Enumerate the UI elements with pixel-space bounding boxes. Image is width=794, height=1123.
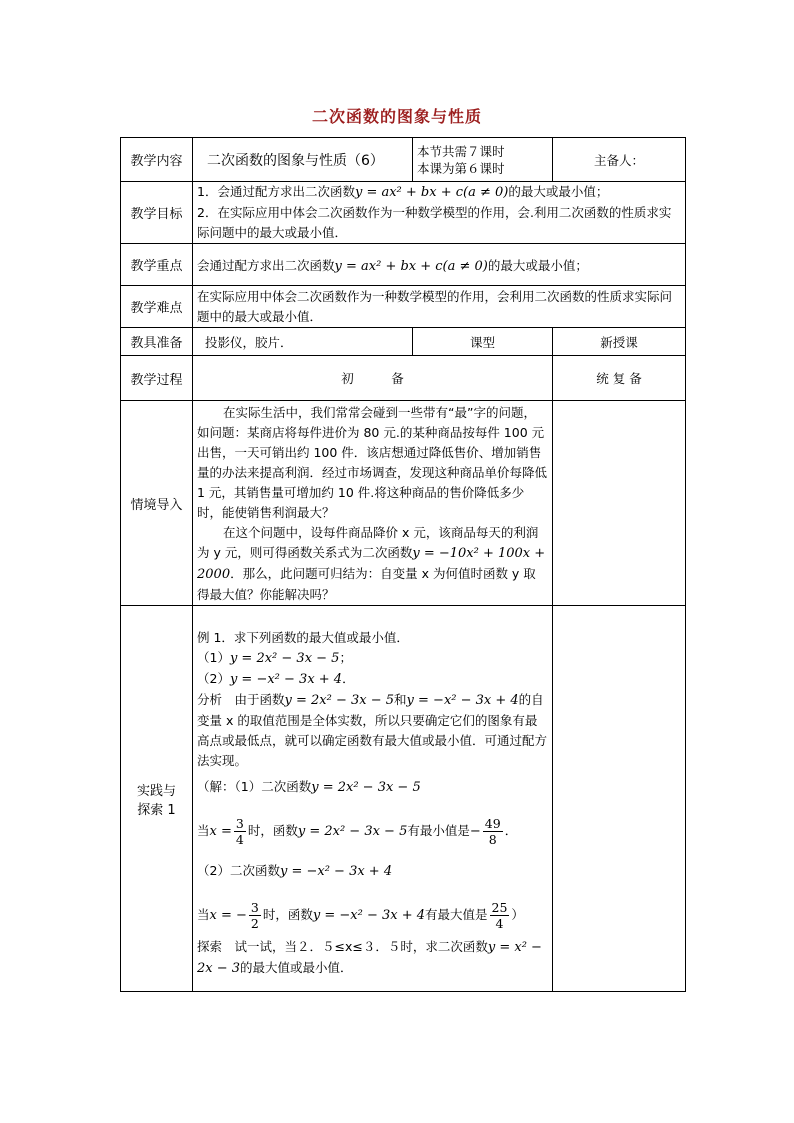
fraction-max: $\frac{25}{4}$ — [491, 900, 508, 931]
row-key-point — [121, 244, 686, 286]
lesson-topic: 二次函数的图象与性质（6） — [193, 138, 413, 182]
solution-2-intro: （2）二次函数y = −x² − 3x + 4 — [197, 863, 393, 879]
goal-formula: y = ax² + bx + c(a ≠ 0) — [354, 185, 509, 200]
hours-total: 本节共需７课时 — [417, 143, 505, 159]
page-title: 二次函数的图象与性质 — [311, 107, 482, 126]
key-point-formula: y = ax² + bx + c(a ≠ 0) — [334, 258, 488, 274]
practice-text — [193, 606, 553, 992]
difficulty-text: 在实际应用中体会二次函数作为一种数学模型的作用，会利用二次函数的性质求实际问题中的最大或最小值． — [193, 286, 686, 328]
scenario-para-2: 在这个问题中，设每件商品降价 x 元，该商品每天的利润为 y 元，则可得函数关系式为二次函数y = −10x² + 100x + 2000．那么，此问题可归结为：自变量 x 为何值时函数 y 取得最大值？你能解决吗？ — [197, 525, 546, 602]
row-difficulty — [121, 286, 686, 328]
label-goals: 教学目标 — [121, 182, 193, 244]
fraction-x1: $\frac{3}{4}$ — [235, 816, 244, 847]
fraction-min: $\frac{49}{8}$ — [484, 816, 501, 847]
row-scenario — [121, 401, 686, 606]
lesson-plan-table — [120, 137, 686, 992]
key-point-text: 会通过配方求出二次函数y = ax² + bx + c(a ≠ 0)的最大或最小值； — [193, 244, 686, 286]
question-1: （1）y = 2x² − 3x − 5； — [197, 650, 352, 666]
row-practice — [121, 606, 686, 992]
solution-1-result: 当x = $\frac{3}{4}$ 时，函数y = 2x² − 3x − 5有最小值是− $\frac{49}{8}$ ． — [197, 816, 518, 847]
lesson-type-value: 新授课 — [553, 328, 686, 356]
col-initial-prep: 初 备 — [193, 356, 553, 401]
label-content: 教学内容 — [121, 138, 193, 182]
analysis: 分析 由于函数y = 2x² − 3x − 5和y = −x² − 3x + 4的自变量 x 的取值范围是全体实数，所以只要确定它们的图象有最高点或最低点，就可以确定函数有最大值或最小值．可通过配方法实现。 — [197, 692, 548, 768]
lesson-hours — [413, 138, 553, 182]
lesson-type-label: 课型 — [413, 328, 553, 356]
col-review-prep: 统 复 备 — [553, 356, 686, 401]
profit-formula: y = −10x² + 100x + 2000 — [197, 546, 546, 582]
row-process — [121, 356, 686, 401]
fraction-x2: $\frac{3}{2}$ — [250, 900, 259, 931]
label-process: 教学过程 — [121, 356, 193, 401]
label-materials: 教具准备 — [121, 328, 193, 356]
label-key-point: 教学重点 — [121, 244, 193, 286]
question-2: （2）y = −x² − 3x + 4． — [197, 671, 355, 687]
row-content — [121, 138, 686, 182]
row-goals — [121, 182, 686, 244]
solution-1-intro: （解：（1）二次函数y = 2x² − 3x − 5 — [197, 779, 421, 795]
scenario-para-1: 在实际生活中，我们常常会碰到一些带有“最”字的问题，如问题：某商店将每件进价为 80 元.的某种商品按每件 100 元出售，一天可销出约 100 件．该店想通过降低售价、增加销售量的办法来提高利润．经过市场调查，发现这种商品单价每降低 1 元，其销售量可增加约 10 件.将这种商品的售价降低多少时，能使销售利润最大？ — [197, 405, 548, 520]
scenario-review-cell — [553, 401, 686, 606]
example-1: 例 1．求下列函数的最大值或最小值． — [197, 630, 409, 645]
label-difficulty: 教学难点 — [121, 286, 193, 328]
label-scenario: 情境导入 — [121, 401, 193, 606]
materials-value: 投影仪，胶片． — [193, 328, 413, 356]
goals-text: 1．会通过配方求出二次函数y = ax² + bx + c(a ≠ 0)的最大或最小值； 2．在实际应用中体会二次函数作为一种数学模型的作用，会.利用二次函数的性质求实际问题中的最大或最小值． — [193, 182, 686, 244]
row-materials — [121, 328, 686, 356]
scenario-text — [193, 401, 553, 606]
practice-review-cell — [553, 606, 686, 992]
exploration: 探索 试一试，当２．５≤x≤３．５时，求二次函数y = x² − 2x − 3的最大值或最小值． — [197, 939, 542, 976]
solution-2-result: 当x = − $\frac{3}{2}$ 时，函数y = −x² − 3x + 4有最大值是 $\frac{25}{4}$ ） — [197, 900, 524, 931]
label-practice: 实践与 探索 1 — [121, 606, 193, 992]
hours-current: 本课为第６课时 — [417, 160, 505, 176]
preparer: 主备人： — [553, 138, 686, 182]
